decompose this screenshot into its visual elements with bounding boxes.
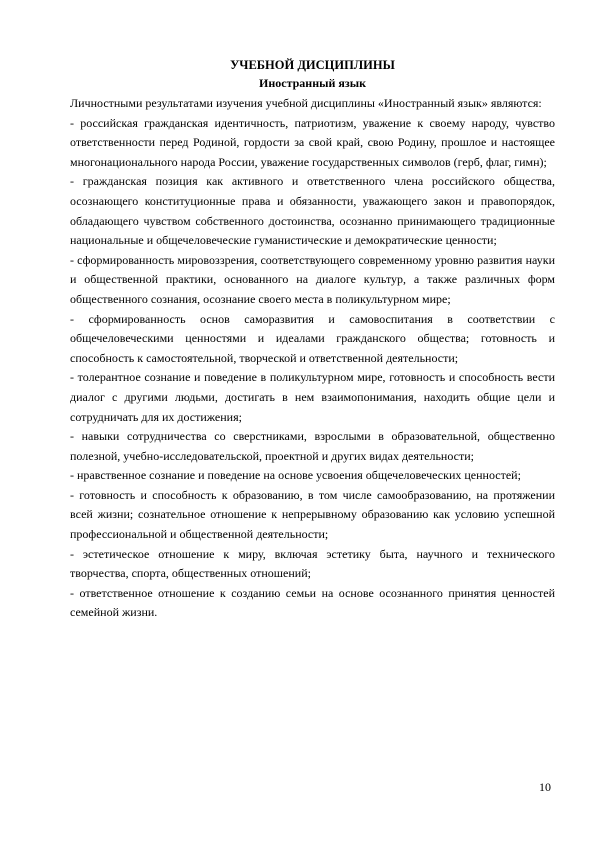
discipline-subtitle: Иностранный язык [259,76,366,90]
list-item: - российская гражданская идентичность, патриотизм, уважение к своему народу, чувство ответственности перед Родиной, гордости за свой край, свою Родину, прошлое и настоящее многонационального народа России, уважение государственных символов (герб, флаг, гимн); [70,115,555,169]
list-item: - толерантное сознание и поведение в поликультурном мире, готовность и способность вести диалог с другими людьми, достигать в нем взаимопонимания, находить общие цели и сотрудничать для их достижения; [70,370,555,424]
section-title: УЧЕБНОЙ ДИСЦИПЛИНЫ [230,58,395,72]
list-item: - сформированность основ саморазвития и самовоспитания в соответствии с общечеловеческими ценностями и идеалами гражданского общества; готовность и способность к самостоятельной, творческой и ответственной деятельности; [70,311,555,365]
list-item: - ответственное отношение к созданию семьи на основе осознанного принятия ценностей семейной жизни. [70,585,555,620]
list-item: - готовность и способность к образованию, в том числе самообразованию, на протяжении всей жизни; сознательное отношение к непрерывному образованию как условию успешной профессиональной и общественной деятельности; [70,487,555,542]
document-page [70,58,555,623]
list-item: - эстетическое отношение к миру, включая эстетику быта, научного и технического творчества, спорта, общественных отношений; [70,546,555,581]
list-item: - навыки сотрудничества со сверстниками, взрослыми в образовательной, общественно полезной, учебно-исследовательской, проектной и других видах деятельности; [70,429,555,463]
list-item: - гражданская позиция как активного и ответственного члена российского общества, осознающего конституционные права и обязанности, уважающего закон и правопорядок, обладающего чувством собственного достоинства, осознанно принимающего традиционные национальные и общечеловеческие гуманистические и демократические ценности; [70,174,555,248]
intro-paragraph: Личностными результатами изучения учебной дисциплины «Иностранный язык» являются: [70,96,542,110]
list-item: - нравственное сознание и поведение на основе усвоения общечеловеческих ценностей; [70,468,521,483]
list-item: - сформированность мировоззрения, соответствующего современному уровню развития науки и общественной практики, основанного на диалоге культур, а также различных форм общественного сознания, осознание своего места в поликультурном мире; [70,252,555,306]
page-number: 10 [539,780,551,794]
